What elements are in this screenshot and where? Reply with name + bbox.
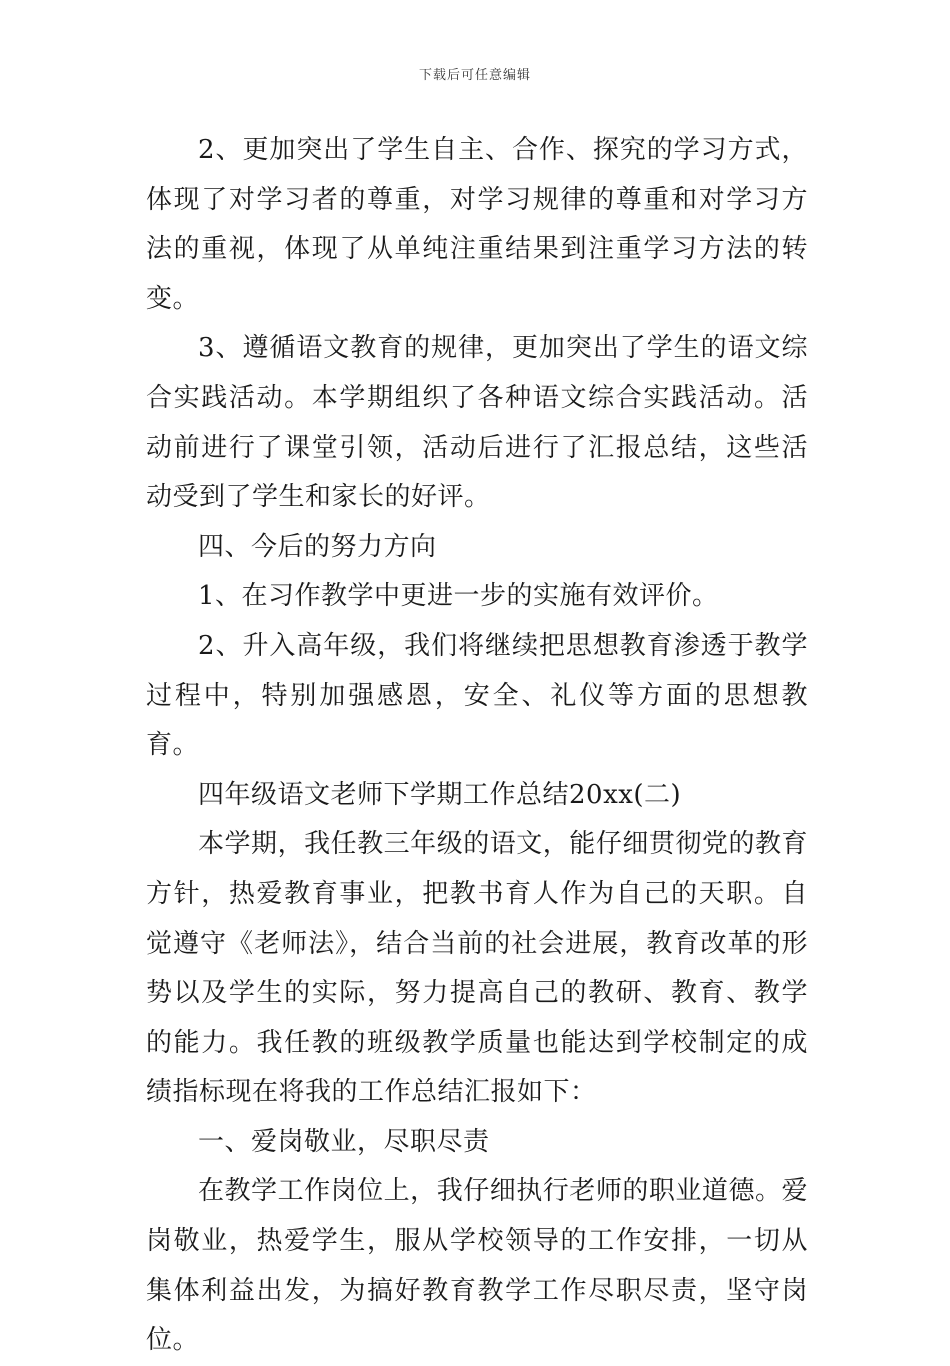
paragraph-dedication-detail: 在教学工作岗位上，我仔细执行老师的职业道德。爱岗敬业，热爱学生，服从学校领导的工作安排，一切从集体利益出发，为搞好教育教学工作尽职尽责，坚守岗位。 — [146, 1176, 808, 1356]
page-header-note: 下载后可任意编辑 — [418, 68, 531, 83]
section-heading-dedication: 一、爱岗敬业，尽职尽责 — [198, 1126, 490, 1157]
paragraph-intro-semester: 本学期，我任教三年级的语文，能仔细贯彻党的教育方针，热爱教育事业，把教书育人作为自己的天职。自觉遵守《老师法》，结合当前的社会进展，教育改革的形势以及学生的实际，努力提高自己的教研、教育、教学的能力。我任教的班级教学质量也能达到学校制定的成绩指标现在将我的工作总结汇报如下： — [146, 829, 808, 1108]
document-title-part-2: 四年级语文老师下学期工作总结20xx(二) — [198, 779, 682, 810]
paragraph-future-point-1: 1、在习作教学中更进一步的实施有效评价。 — [198, 581, 719, 612]
document-body — [146, 126, 808, 1366]
section-heading-future-direction: 四、今后的努力方向 — [198, 531, 437, 562]
paragraph-future-point-2: 2、升入高年级，我们将继续把思想教育渗透于教学过程中，特别加强感恩，安全、礼仪等方面的思想教育。 — [146, 630, 808, 761]
paragraph-point-3-practice-activities: 3、遵循语文教育的规律，更加突出了学生的语文综合实践活动。本学期组织了各种语文综合实践活动。活动前进行了课堂引领，活动后进行了汇报总结，这些活动受到了学生和家长的好评。 — [146, 333, 808, 513]
paragraph-point-2-learning-style: 2、更加突出了学生自主、合作、探究的学习方式，体现了对学习者的尊重，对学习规律的尊重和对学习方法的重视，体现了从单纯注重结果到注重学习方法的转变。 — [146, 135, 808, 314]
